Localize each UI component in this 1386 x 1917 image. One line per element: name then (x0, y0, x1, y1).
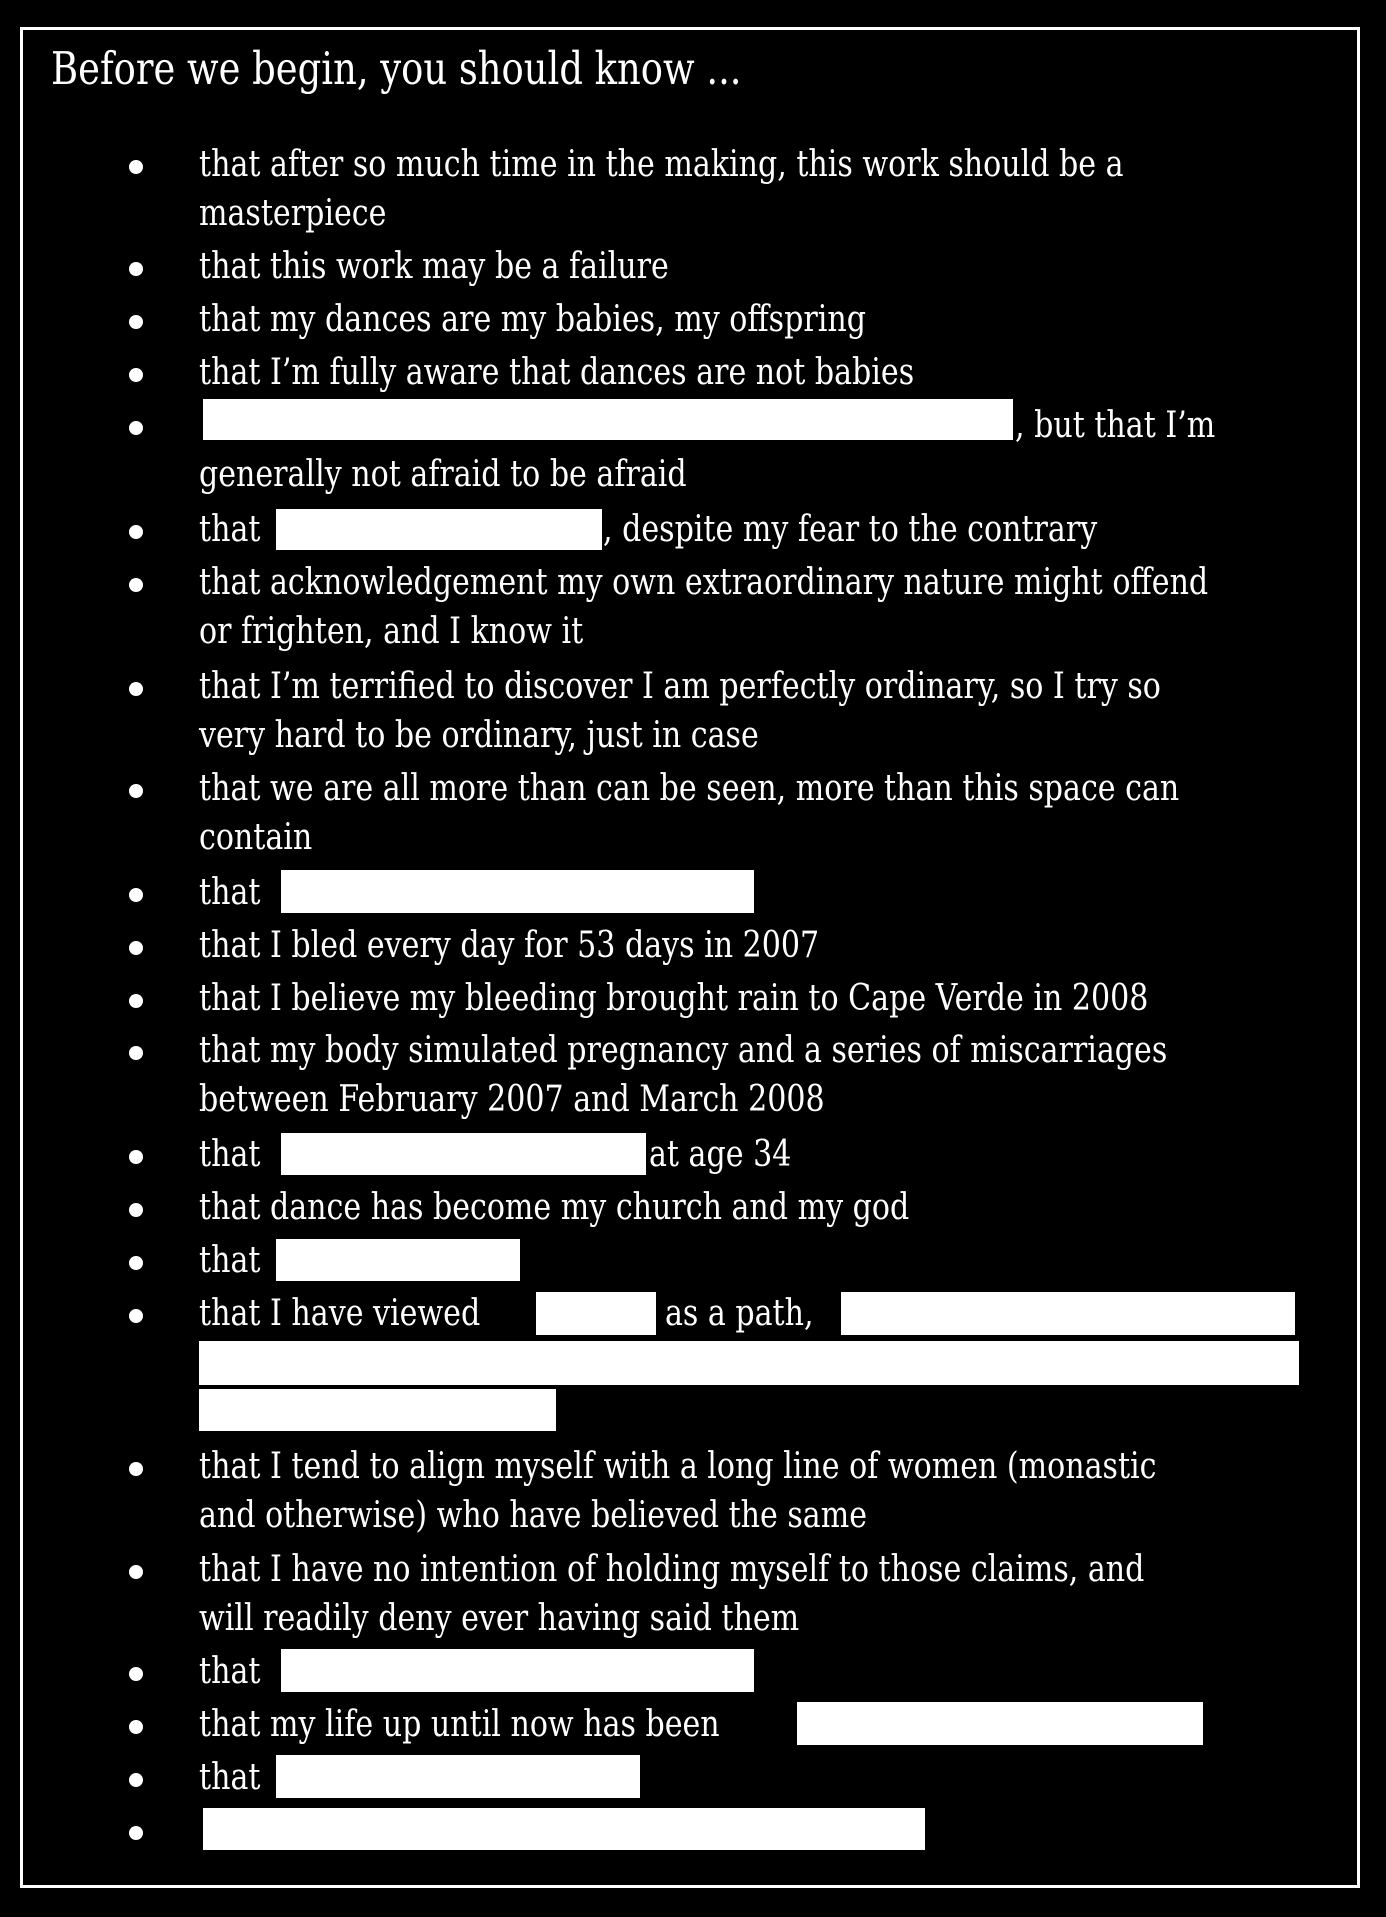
list-item-text: that this work may be a failure (199, 246, 669, 287)
list-item-text: very hard to be ordinary, just in case (199, 715, 759, 756)
page-title: Before we begin, you should know ... (51, 42, 742, 95)
list-item-text: that I bled every day for 53 days in 2007 (199, 925, 820, 966)
bullet-dot (129, 1046, 143, 1060)
bullet-dot (129, 1256, 143, 1270)
bullet-dot (129, 1565, 143, 1579)
redaction-bar (203, 399, 1013, 440)
bullet-dot (129, 578, 143, 592)
list-item-text: that my body simulated pregnancy and a series of miscarriages (199, 1030, 1168, 1071)
list-item-text: that I tend to align myself with a long line of women (monastic (199, 1446, 1157, 1487)
document-frame (20, 27, 1360, 1888)
redaction-bar (281, 870, 754, 913)
bullet-dot (129, 888, 143, 902)
list-item-text: that we are all more than can be seen, more than this space can (199, 768, 1180, 809)
redaction-bar (841, 1292, 1295, 1335)
redaction-bar (276, 509, 602, 550)
bullet-dot (129, 368, 143, 382)
list-item-text: that (199, 1134, 261, 1175)
redaction-bar (281, 1649, 754, 1692)
bullet-dot (129, 421, 143, 435)
list-item-text: at age 34 (649, 1134, 792, 1175)
bullet-dot (129, 784, 143, 798)
list-item-text: masterpiece (199, 193, 387, 234)
list-item-text: that I have no intention of holding myself to those claims, and (199, 1549, 1145, 1590)
list-item-text: that my life up until now has been (199, 1704, 720, 1745)
list-item-text: contain (199, 817, 313, 858)
list-item-text: will readily deny ever having said them (199, 1598, 800, 1639)
list-item-text: , but that I’m (1015, 405, 1216, 446)
list-item-text: that dance has become my church and my god (199, 1187, 910, 1228)
list-item-text: , despite my fear to the contrary (603, 509, 1098, 550)
redaction-bar (536, 1292, 656, 1335)
redaction-bar (199, 1341, 1299, 1385)
bullet-dot (129, 1826, 143, 1840)
redaction-bar (797, 1702, 1203, 1745)
redaction-bar (281, 1133, 646, 1175)
list-item-text: generally not afraid to be afraid (199, 454, 687, 495)
list-item-text: as a path, (665, 1293, 814, 1334)
bullet-dot (129, 941, 143, 955)
bullet-dot (129, 1720, 143, 1734)
list-item-text: that I have viewed (199, 1293, 481, 1334)
redaction-bar (203, 1808, 925, 1850)
list-item-text: that my dances are my babies, my offspring (199, 299, 866, 340)
bullet-dot (129, 262, 143, 276)
list-item-text: that I’m fully aware that dances are not babies (199, 352, 915, 393)
list-item-text: that acknowledgement my own extraordinary nature might offend (199, 562, 1209, 603)
bullet-dot (129, 160, 143, 174)
bullet-dot (129, 682, 143, 696)
list-item-text: that (199, 1757, 261, 1798)
bullet-dot (129, 1150, 143, 1164)
redaction-bar (199, 1389, 556, 1431)
list-item-text: that I’m terrified to discover I am perfectly ordinary, so I try so (199, 666, 1161, 707)
list-item-text: and otherwise) who have believed the same (199, 1495, 868, 1536)
redaction-bar (276, 1755, 640, 1798)
redaction-bar (276, 1239, 520, 1281)
list-item-text: between February 2007 and March 2008 (199, 1079, 825, 1120)
list-item-text: or frighten, and I know it (199, 611, 584, 652)
list-item-text: that I believe my bleeding brought rain to Cape Verde in 2008 (199, 978, 1149, 1019)
bullet-dot (129, 1462, 143, 1476)
list-item-text: that (199, 872, 261, 913)
list-item-text: that (199, 509, 261, 550)
list-item-text: that (199, 1651, 261, 1692)
bullet-dot (129, 315, 143, 329)
list-item-text: that (199, 1240, 261, 1281)
bullet-dot (129, 1203, 143, 1217)
bullet-dot (129, 1773, 143, 1787)
list-item-text: that after so much time in the making, this work should be a (199, 144, 1124, 185)
bullet-dot (129, 525, 143, 539)
bullet-dot (129, 1309, 143, 1323)
bullet-dot (129, 1667, 143, 1681)
bullet-dot (129, 994, 143, 1008)
